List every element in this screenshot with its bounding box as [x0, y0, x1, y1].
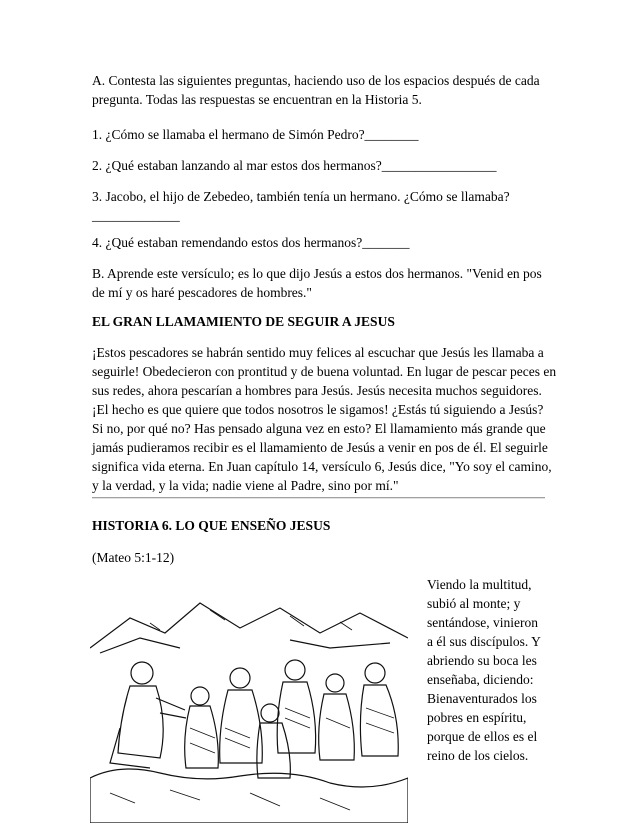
- sidebar-scripture-text: Viendo la multitud, subió al monte; y sentándose, vinieron a él sus discípulos. Y abriendo su boca les enseñaba, diciendo: Bienaventurados los pobres en espíritu, porque de ellos es el reino de los cielos.: [427, 577, 541, 763]
- horizontal-divider: [92, 497, 545, 499]
- body-paragraph: ¡Estos pescadores se habrán sentido muy felices al escuchar que Jesús les llamaba a seguirle! Obedecieron con prontitud y de buena voluntad. En lugar de pescar peces en sus redes, ahora pescarían a hombres para Jesús. Jesús necesita muchos seguidores. ¡El hecho es que quiere que todos nosotros le sigamos! ¿Estás tú siguiendo a Jesús? Si no, por qué no? Has pensado alguna vez en esto? El llamamiento más grande que jamás pudieramos recibir es el llamamiento de Jesús a venir en pos de él. El seguirle significa vida eterna. En Juan capítulo 14, versículo 6, Jesús dice, "Yo soy el camino, y la verdad, y la vida; nadie viene al Padre, sino por mí.": [92, 345, 557, 493]
- section-heading-historia-6: HISTORIA 6. LO QUE ENSEÑO JESUS: [92, 518, 331, 533]
- engraving-jesus-teaching-disciples-icon: [90, 578, 408, 823]
- question-4: 4. ¿Qué estaban remendando estos dos hermanos?_______: [92, 235, 410, 250]
- instructions-b: B. Aprende este versículo; es lo que dijo Jesús a estos dos hermanos. "Venid en pos de mí y os haré pescadores de hombres.": [92, 266, 542, 300]
- section-heading-llamamiento: EL GRAN LLAMAMIENTO DE SEGUIR A JESUS: [92, 314, 395, 329]
- scripture-reference: (Mateo 5:1-12): [92, 550, 175, 565]
- question-3: 3. Jacobo, el hijo de Zebedeo, también tenía un hermano. ¿Cómo se llamaba? _____________: [92, 189, 510, 223]
- question-1: 1. ¿Cómo se llamaba el hermano de Simón Pedro?________: [92, 127, 419, 142]
- instructions-a: A. Contesta las siguientes preguntas, haciendo uso de los espacios después de cada pregunta. Todas las respuestas se encuentran en la Historia 5.: [92, 73, 540, 107]
- question-2: 2. ¿Qué estaban lanzando al mar estos dos hermanos?_________________: [92, 158, 497, 173]
